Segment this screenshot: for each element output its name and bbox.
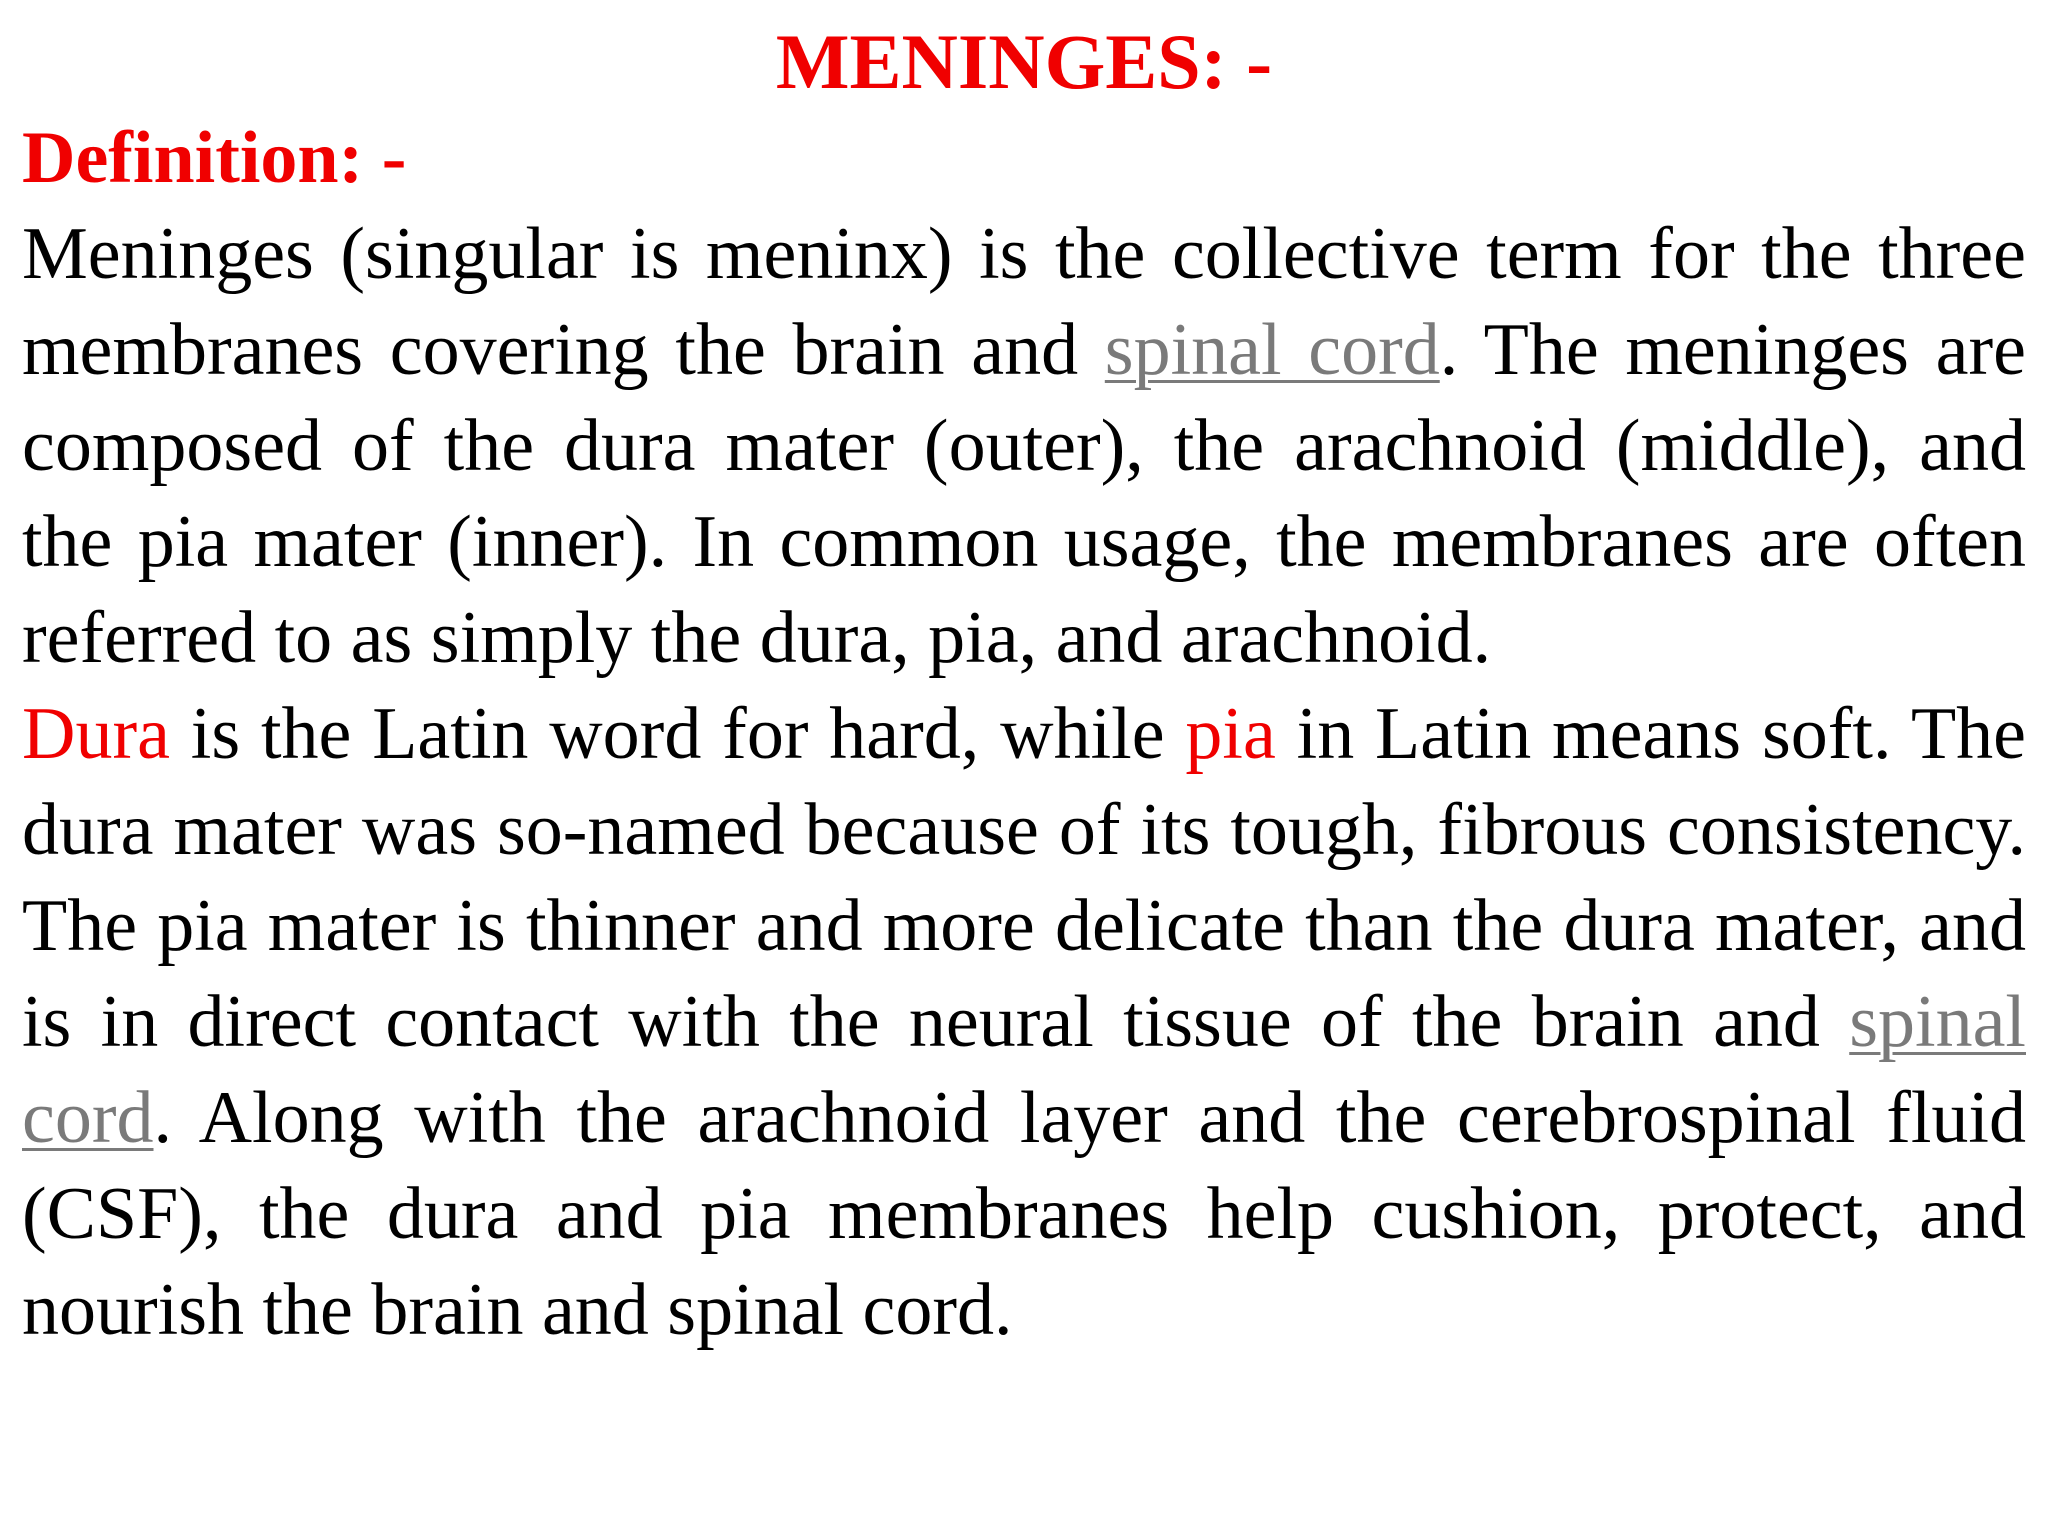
paragraph-text: . Along with the arachnoid layer and the cerebrospinal fluid (CSF), the dura and pia membranes help cushion, protect, and nourish the brain and spinal cord.	[22, 1077, 2026, 1351]
spinal-cord-link[interactable]: spinal cord	[1104, 309, 1440, 391]
spinal-cord-link[interactable]: spinal cord	[22, 981, 2026, 1159]
paragraph-text: Meninges (singular is meninx) is the collective term for the three membranes covering the brain and	[22, 213, 2026, 391]
paragraph-text: is the Latin word for hard, while	[169, 693, 1186, 775]
dura-term: Dura	[22, 693, 170, 775]
section-heading: Definition: -	[22, 117, 407, 199]
pia-term: pia	[1185, 693, 1276, 775]
definition-paragraph	[22, 206, 2026, 686]
page-title: MENINGES: -	[775, 18, 1273, 105]
latin-meaning-paragraph	[22, 686, 2026, 1358]
paragraph-text: in Latin means soft. The dura mater was so-named because of its tough, fibrous consistency. The pia mater is thinner and more delicate than the dura mater, and is in direct contact with the neural tissue of the brain and	[22, 693, 2027, 1063]
slide	[22, 0, 2026, 1358]
paragraph-text: . The meninges are composed of the dura mater (outer), the arachnoid (middle), and the pia mater (inner). In common usage, the membranes are often referred to as simply the dura, pia, and arachnoid.	[22, 309, 2027, 679]
